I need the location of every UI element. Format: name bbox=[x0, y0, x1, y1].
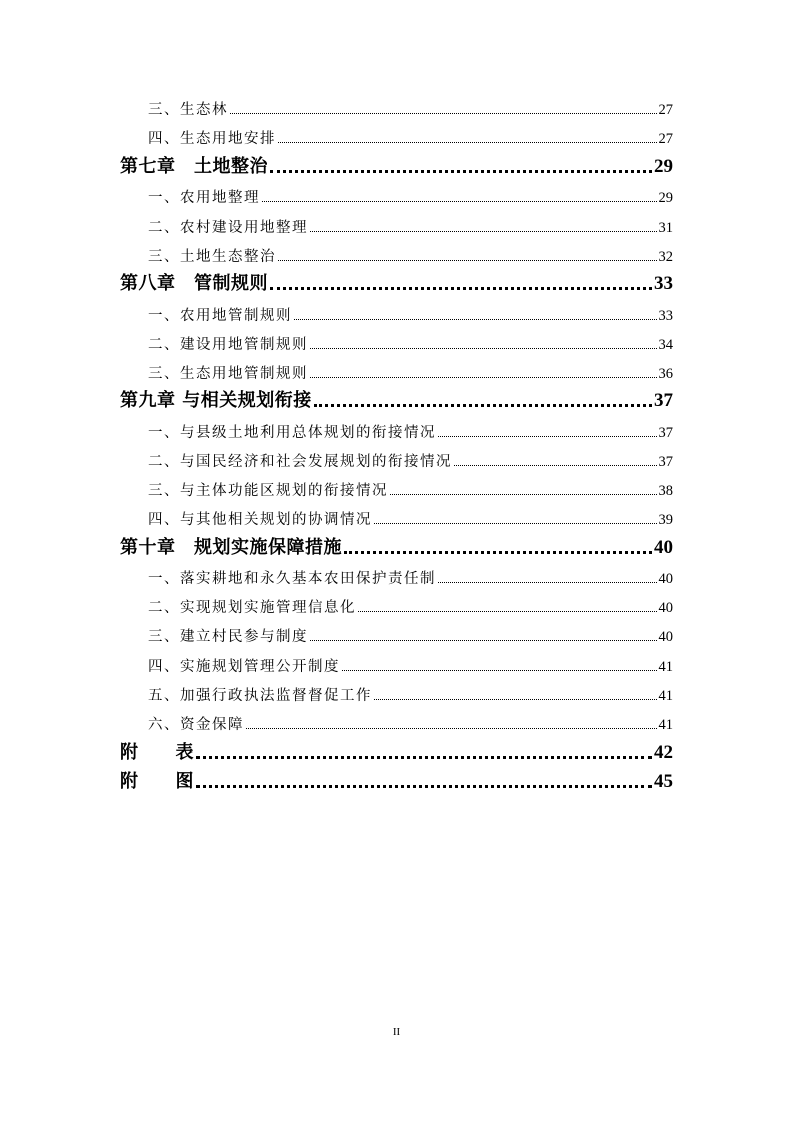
toc-dot-leader bbox=[358, 611, 657, 612]
toc-dot-leader bbox=[270, 287, 652, 290]
toc-dot-leader bbox=[262, 201, 657, 202]
toc-chapter-entry[interactable] bbox=[120, 269, 673, 295]
toc-section-entry[interactable] bbox=[148, 361, 673, 383]
toc-entry-page-number: 37 bbox=[658, 425, 673, 441]
toc-entry-page-number: 27 bbox=[658, 131, 673, 147]
toc-entry-label: 二、建设用地管制规则 bbox=[148, 337, 308, 353]
toc-entry-page-number: 29 bbox=[654, 156, 673, 177]
toc-dot-leader bbox=[438, 582, 657, 583]
toc-dot-leader bbox=[310, 348, 657, 349]
toc-entry-page-number: 33 bbox=[654, 273, 673, 294]
toc-entry-label: 第八章 管制规则 bbox=[120, 273, 268, 294]
toc-dot-leader bbox=[310, 231, 657, 232]
toc-dot-leader bbox=[374, 699, 657, 700]
toc-dot-leader bbox=[246, 728, 657, 729]
toc-chapter-entry[interactable] bbox=[120, 738, 673, 764]
toc-dot-leader bbox=[374, 523, 657, 524]
toc-entry-page-number: 40 bbox=[658, 600, 673, 616]
toc-entry-label: 六、资金保障 bbox=[148, 717, 244, 733]
toc-entry-page-number: 34 bbox=[658, 337, 673, 353]
toc-entry-label: 二、与国民经济和社会发展规划的衔接情况 bbox=[148, 454, 452, 470]
toc-dot-leader bbox=[344, 551, 652, 554]
toc-dot-leader bbox=[314, 404, 652, 407]
toc-entry-page-number: 40 bbox=[654, 537, 673, 558]
toc-entry-label: 一、农用地管制规则 bbox=[148, 308, 292, 324]
toc-entry-label: 四、实施规划管理公开制度 bbox=[148, 659, 340, 675]
toc-dot-leader bbox=[310, 640, 657, 641]
toc-entry-page-number: 41 bbox=[658, 688, 673, 704]
toc-entry-page-number: 45 bbox=[654, 771, 673, 792]
toc-section-entry[interactable] bbox=[148, 126, 673, 148]
toc-entry-page-number: 29 bbox=[658, 190, 673, 206]
toc-entry-label: 三、与主体功能区规划的衔接情况 bbox=[148, 483, 388, 499]
toc-entry-page-number: 27 bbox=[658, 102, 673, 118]
toc-entry-page-number: 41 bbox=[658, 659, 673, 675]
toc-entry-label: 五、加强行政执法监督督促工作 bbox=[148, 688, 372, 704]
toc-dot-leader bbox=[270, 170, 652, 173]
toc-section-entry[interactable] bbox=[148, 215, 673, 237]
toc-chapter-entry[interactable] bbox=[120, 767, 673, 793]
toc-dot-leader bbox=[278, 142, 657, 143]
toc-section-entry[interactable] bbox=[148, 97, 673, 119]
toc-entry-page-number: 41 bbox=[658, 717, 673, 733]
toc-section-entry[interactable] bbox=[148, 595, 673, 617]
toc-entry-page-number: 37 bbox=[654, 390, 673, 411]
toc-dot-leader bbox=[278, 260, 657, 261]
toc-entry-page-number: 40 bbox=[658, 629, 673, 645]
toc-entry-label: 一、落实耕地和永久基本农田保护责任制 bbox=[148, 571, 436, 587]
toc-dot-leader bbox=[294, 319, 657, 320]
toc-dot-leader bbox=[310, 377, 657, 378]
toc-section-entry[interactable] bbox=[148, 654, 673, 676]
toc-dot-leader bbox=[454, 465, 657, 466]
toc-entry-label: 三、建立村民参与制度 bbox=[148, 629, 308, 645]
toc-chapter-entry[interactable] bbox=[120, 533, 673, 559]
toc-dot-leader bbox=[230, 113, 657, 114]
toc-entry-page-number: 32 bbox=[658, 249, 673, 265]
toc-entry-label: 附 图 bbox=[120, 771, 194, 792]
toc-entry-label: 一、与县级土地利用总体规划的衔接情况 bbox=[148, 425, 436, 441]
toc-entry-label: 第九章 与相关规划衔接 bbox=[120, 390, 312, 411]
toc-entry-label: 三、土地生态整治 bbox=[148, 249, 276, 265]
toc-section-entry[interactable] bbox=[148, 244, 673, 266]
toc-entry-page-number: 36 bbox=[658, 366, 673, 382]
toc-section-entry[interactable] bbox=[148, 507, 673, 529]
toc-section-entry[interactable] bbox=[148, 420, 673, 442]
toc-chapter-entry[interactable] bbox=[120, 152, 673, 178]
toc-entry-page-number: 37 bbox=[658, 454, 673, 470]
toc-dot-leader bbox=[196, 756, 652, 759]
toc-dot-leader bbox=[196, 785, 652, 788]
toc-entry-page-number: 42 bbox=[654, 742, 673, 763]
toc-entry-page-number: 40 bbox=[658, 571, 673, 587]
toc-entry-label: 附 表 bbox=[120, 742, 194, 763]
toc-dot-leader bbox=[390, 494, 657, 495]
toc-entry-label: 四、与其他相关规划的协调情况 bbox=[148, 512, 372, 528]
toc-entry-label: 四、生态用地安排 bbox=[148, 131, 276, 147]
toc-section-entry[interactable] bbox=[148, 303, 673, 325]
toc-entry-label: 三、生态林 bbox=[148, 102, 228, 118]
toc-section-entry[interactable] bbox=[148, 449, 673, 471]
toc-entry-label: 二、农村建设用地整理 bbox=[148, 220, 308, 236]
toc-dot-leader bbox=[438, 436, 657, 437]
toc-entry-page-number: 31 bbox=[658, 220, 673, 236]
toc-chapter-entry[interactable] bbox=[120, 386, 673, 412]
toc-entry-page-number: 38 bbox=[658, 483, 673, 499]
toc-dot-leader bbox=[342, 670, 657, 671]
toc-section-entry[interactable] bbox=[148, 478, 673, 500]
toc-entry-page-number: 33 bbox=[658, 308, 673, 324]
toc-entry-label: 三、生态用地管制规则 bbox=[148, 366, 308, 382]
toc-entry-label: 一、农用地整理 bbox=[148, 190, 260, 206]
toc-section-entry[interactable] bbox=[148, 332, 673, 354]
toc-entry-label: 第七章 土地整治 bbox=[120, 156, 268, 177]
toc-entry-page-number: 39 bbox=[658, 512, 673, 528]
toc-section-entry[interactable] bbox=[148, 712, 673, 734]
toc-entry-label: 第十章 规划实施保障措施 bbox=[120, 537, 342, 558]
toc-section-entry[interactable] bbox=[148, 624, 673, 646]
toc-section-entry[interactable] bbox=[148, 566, 673, 588]
toc-entry-label: 二、实现规划实施管理信息化 bbox=[148, 600, 356, 616]
page-number-footer: II bbox=[392, 1026, 401, 1038]
toc-section-entry[interactable] bbox=[148, 683, 673, 705]
toc-section-entry[interactable] bbox=[148, 185, 673, 207]
